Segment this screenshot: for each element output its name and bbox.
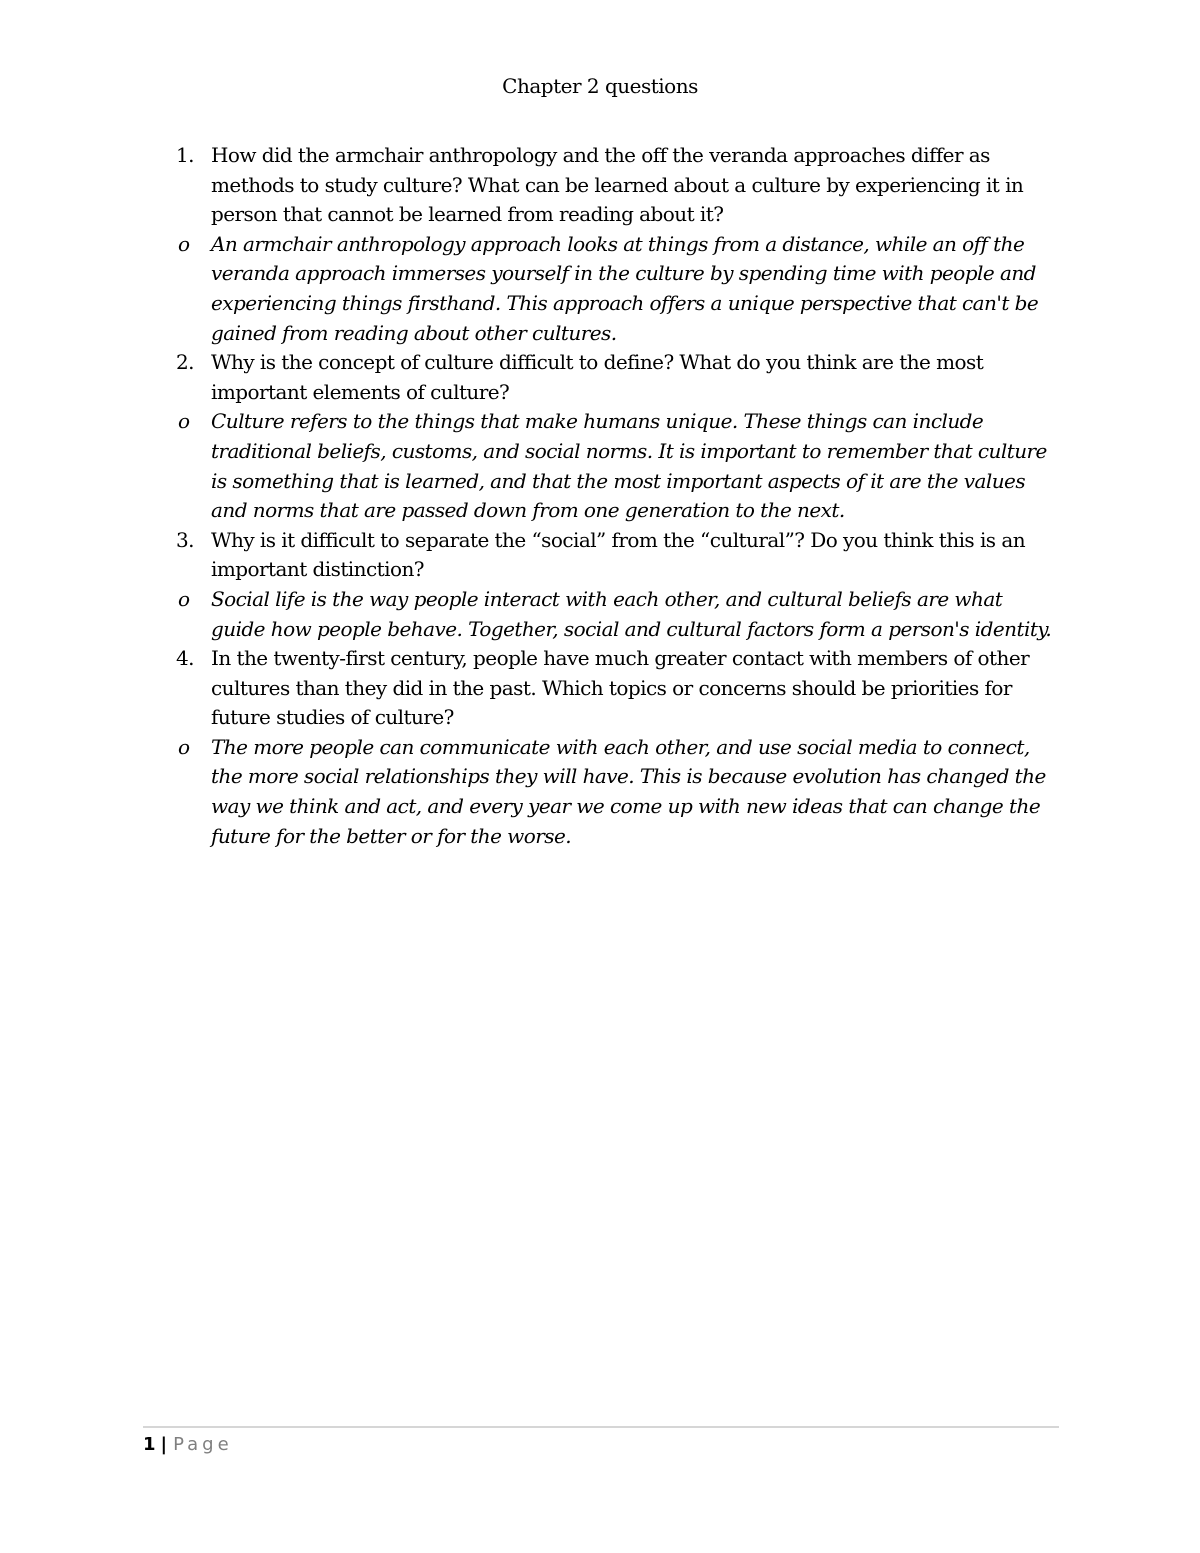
question-2: [170, 348, 1060, 407]
question-3: [170, 526, 1060, 585]
bullet-marker: o: [178, 409, 190, 434]
answer-2: [170, 407, 1060, 525]
answer-3: [170, 585, 1060, 644]
question-list: [170, 141, 1060, 851]
answer-text: Social life is the way people interact with each other, and cultural beliefs are what guide how people behave. Together, social and cultural factors form a person's identity.: [211, 586, 1052, 641]
list-marker: 3.: [176, 527, 194, 552]
answer-text: Culture refers to the things that make humans unique. These things can include traditional beliefs, customs, and social norms. It is important to remember that culture is something that is learned, and that the most important aspects of it are the values and norms that are passed down from one generation to the next.: [211, 409, 1047, 523]
page-label: Page: [173, 1434, 233, 1455]
question-1: [170, 141, 1060, 230]
question-text: Why is it difficult to separate the “social” from the “cultural”? Do you think this is an important distinction?: [211, 527, 1026, 582]
list-marker: 2.: [176, 350, 194, 375]
list-marker: 4.: [176, 646, 194, 671]
list-marker: 1.: [176, 143, 194, 167]
footer-separator: |: [160, 1434, 168, 1455]
question-text: In the twenty-first century, people have much greater contact with members of other cultures than they did in the past. Which topics or concerns should be priorities for future studies of culture?: [211, 646, 1030, 730]
bullet-marker: o: [178, 734, 190, 759]
page-title: Chapter 2 questions: [502, 74, 698, 98]
bullet-marker: o: [178, 231, 190, 256]
question-text: How did the armchair anthropology and the off the veranda approaches differ as methods to study culture? What can be learned about a culture by experiencing it in person that cannot be learned from reading about it?: [211, 143, 1024, 227]
answer-1: [170, 230, 1060, 348]
question-4: [170, 644, 1060, 733]
answer-text: An armchair anthropology approach looks at things from a distance, while an off the veranda approach immerses yourself in the culture by spending time with people and experiencing things firsthand. This approach offers a unique perspective that can't be gained from reading about other cultures.: [211, 231, 1039, 345]
page-footer: [143, 1432, 233, 1458]
page-number: 1: [143, 1434, 156, 1455]
bullet-marker: o: [178, 586, 190, 611]
question-text: Why is the concept of culture difficult to define? What do you think are the most important elements of culture?: [211, 350, 984, 404]
answer-4: [170, 733, 1060, 851]
answer-text: The more people can communicate with each other, and use social media to connect, the more social relationships they will have. This is because evolution has changed the way we think and act, and every year we come up with new ideas that can change the future for the better or for the worse.: [211, 734, 1046, 848]
footer-divider: [143, 1426, 1059, 1428]
